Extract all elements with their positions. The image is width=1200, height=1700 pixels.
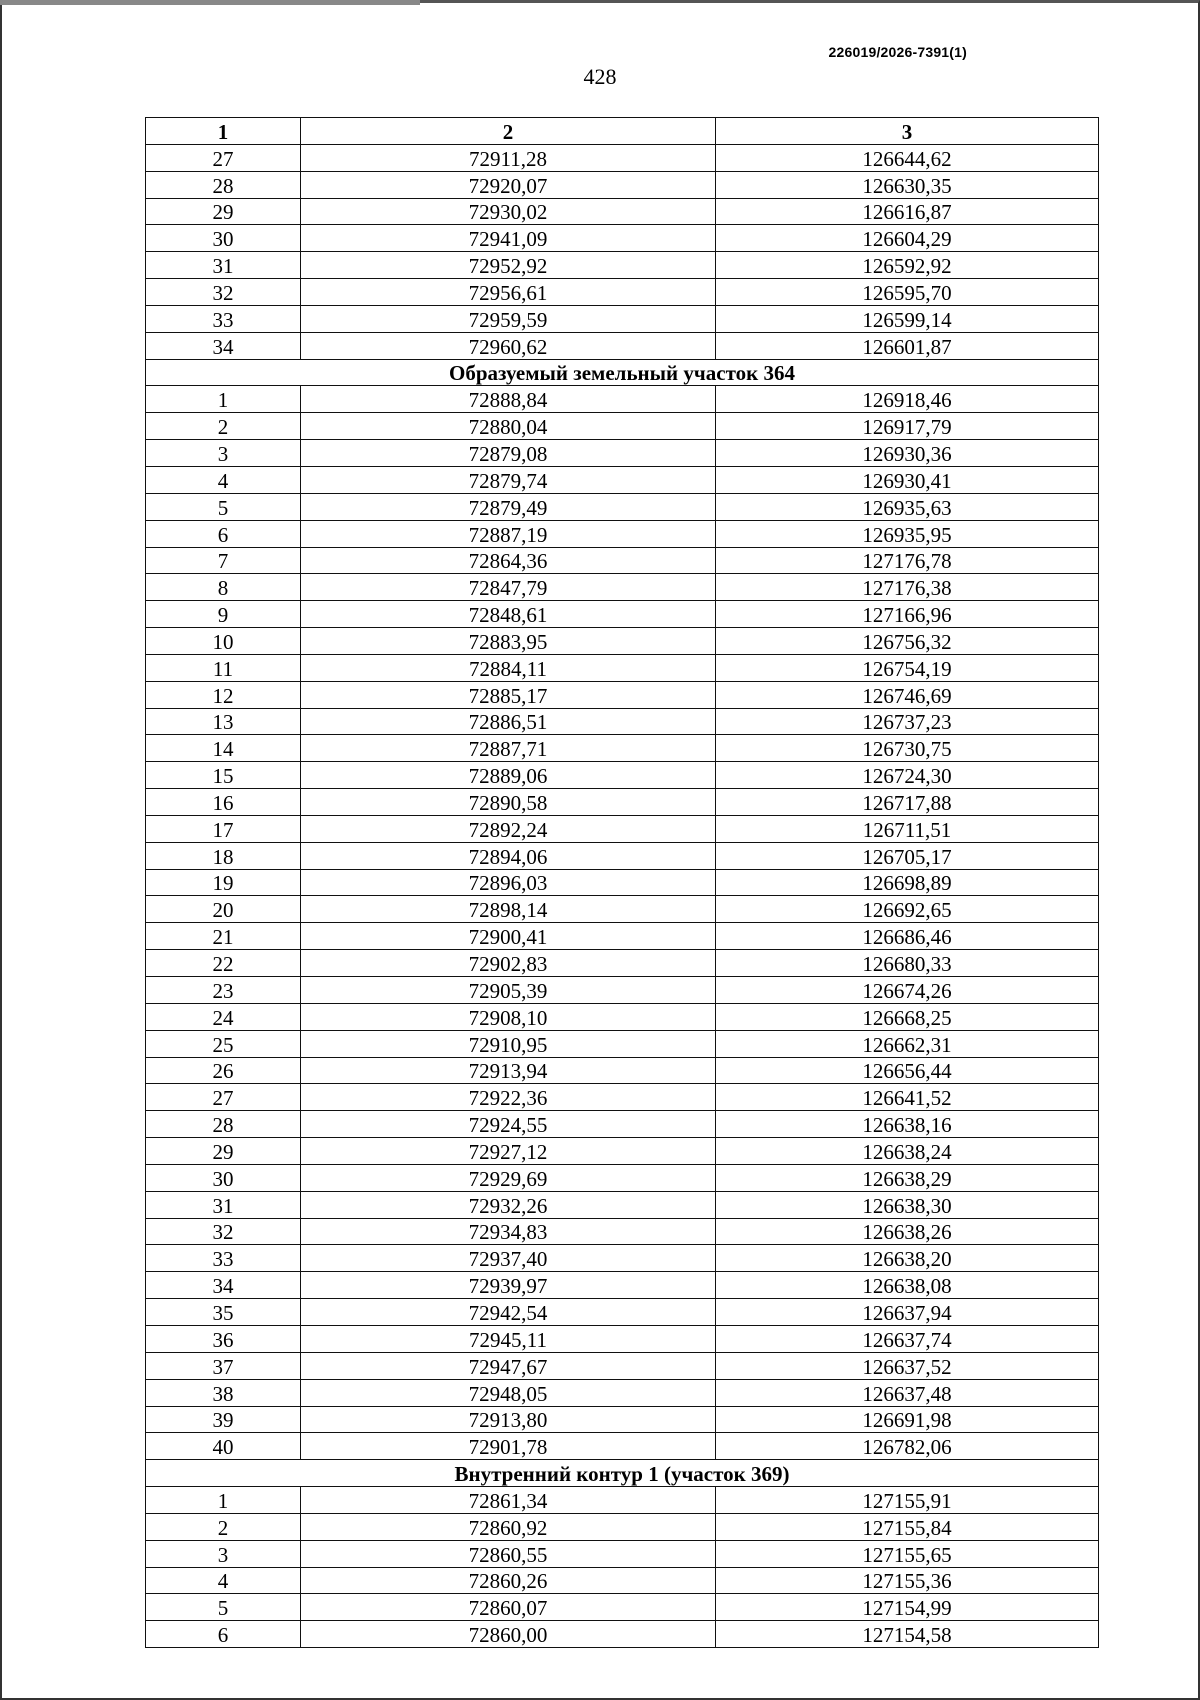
table-row	[146, 708, 1099, 735]
y-coordinate-cell: 127166,96	[716, 601, 1099, 628]
table-row	[146, 869, 1099, 896]
table-row	[146, 520, 1099, 547]
y-coordinate-cell: 126782,06	[716, 1433, 1099, 1460]
x-coordinate-cell: 72927,12	[301, 1138, 716, 1165]
table-row	[146, 1138, 1099, 1165]
table-row	[146, 171, 1099, 198]
point-number-cell: 23	[146, 977, 301, 1004]
table-row	[146, 1352, 1099, 1379]
y-coordinate-cell: 126637,52	[716, 1352, 1099, 1379]
y-coordinate-cell: 126637,48	[716, 1379, 1099, 1406]
point-number-cell: 40	[146, 1433, 301, 1460]
y-coordinate-cell: 126630,35	[716, 171, 1099, 198]
point-number-cell: 31	[146, 252, 301, 279]
y-coordinate-cell: 126638,08	[716, 1272, 1099, 1299]
table-row	[146, 574, 1099, 601]
y-coordinate-cell: 126730,75	[716, 735, 1099, 762]
x-coordinate-cell: 72910,95	[301, 1030, 716, 1057]
y-coordinate-cell: 126691,98	[716, 1406, 1099, 1433]
y-coordinate-cell: 127155,84	[716, 1513, 1099, 1540]
y-coordinate-cell: 127176,78	[716, 547, 1099, 574]
y-coordinate-cell: 126638,16	[716, 1111, 1099, 1138]
x-coordinate-cell: 72901,78	[301, 1433, 716, 1460]
y-coordinate-cell: 126724,30	[716, 762, 1099, 789]
table-row	[146, 466, 1099, 493]
table-row	[146, 681, 1099, 708]
y-coordinate-cell: 126638,20	[716, 1245, 1099, 1272]
point-number-cell: 24	[146, 1003, 301, 1030]
table-row	[146, 1567, 1099, 1594]
table-row	[146, 305, 1099, 332]
x-coordinate-cell: 72900,41	[301, 923, 716, 950]
table-row	[146, 493, 1099, 520]
x-coordinate-cell: 72937,40	[301, 1245, 716, 1272]
point-number-cell: 13	[146, 708, 301, 735]
table-row	[146, 1218, 1099, 1245]
x-coordinate-cell: 72860,07	[301, 1594, 716, 1621]
table-row	[146, 386, 1099, 413]
table-row	[146, 198, 1099, 225]
point-number-cell: 3	[146, 1540, 301, 1567]
point-number-cell: 27	[146, 1084, 301, 1111]
x-coordinate-cell: 72945,11	[301, 1325, 716, 1352]
point-number-cell: 15	[146, 762, 301, 789]
point-number-cell: 33	[146, 1245, 301, 1272]
point-number-cell: 38	[146, 1379, 301, 1406]
x-coordinate-cell: 72939,97	[301, 1272, 716, 1299]
y-coordinate-cell: 126656,44	[716, 1057, 1099, 1084]
point-number-cell: 34	[146, 332, 301, 359]
column-header-1: 1	[146, 118, 301, 145]
y-coordinate-cell: 126756,32	[716, 628, 1099, 655]
table-row	[146, 225, 1099, 252]
table-row	[146, 654, 1099, 681]
table-row	[146, 1487, 1099, 1514]
table-row	[146, 440, 1099, 467]
x-coordinate-cell: 72930,02	[301, 198, 716, 225]
x-coordinate-cell: 72959,59	[301, 305, 716, 332]
x-coordinate-cell: 72847,79	[301, 574, 716, 601]
table-row	[146, 977, 1099, 1004]
x-coordinate-cell: 72883,95	[301, 628, 716, 655]
x-coordinate-cell: 72887,71	[301, 735, 716, 762]
point-number-cell: 1	[146, 386, 301, 413]
section-title: Внутренний контур 1 (участок 369)	[146, 1460, 1099, 1487]
y-coordinate-cell: 126662,31	[716, 1030, 1099, 1057]
point-number-cell: 4	[146, 466, 301, 493]
table-row	[146, 789, 1099, 816]
table-row	[146, 1111, 1099, 1138]
y-coordinate-cell: 126644,62	[716, 144, 1099, 171]
y-coordinate-cell: 126641,52	[716, 1084, 1099, 1111]
point-number-cell: 31	[146, 1191, 301, 1218]
scan-edge-line	[0, 0, 420, 5]
point-number-cell: 16	[146, 789, 301, 816]
y-coordinate-cell: 127155,65	[716, 1540, 1099, 1567]
table-row	[146, 601, 1099, 628]
y-coordinate-cell: 126711,51	[716, 815, 1099, 842]
point-number-cell: 33	[146, 305, 301, 332]
y-coordinate-cell: 126717,88	[716, 789, 1099, 816]
y-coordinate-cell: 126692,65	[716, 896, 1099, 923]
y-coordinate-cell: 127154,58	[716, 1621, 1099, 1648]
table-row	[146, 1621, 1099, 1648]
section-title-row	[146, 1460, 1099, 1487]
point-number-cell: 11	[146, 654, 301, 681]
point-number-cell: 7	[146, 547, 301, 574]
table-row	[146, 1084, 1099, 1111]
y-coordinate-cell: 126616,87	[716, 198, 1099, 225]
y-coordinate-cell: 127176,38	[716, 574, 1099, 601]
y-coordinate-cell: 126638,30	[716, 1191, 1099, 1218]
x-coordinate-cell: 72888,84	[301, 386, 716, 413]
x-coordinate-cell: 72960,62	[301, 332, 716, 359]
point-number-cell: 35	[146, 1299, 301, 1326]
table-row	[146, 547, 1099, 574]
table-row	[146, 1379, 1099, 1406]
x-coordinate-cell: 72934,83	[301, 1218, 716, 1245]
point-number-cell: 17	[146, 815, 301, 842]
point-number-cell: 2	[146, 1513, 301, 1540]
document-id: 226019/2026-7391(1)	[828, 44, 967, 60]
x-coordinate-cell: 72890,58	[301, 789, 716, 816]
y-coordinate-cell: 127155,36	[716, 1567, 1099, 1594]
y-coordinate-cell: 126930,41	[716, 466, 1099, 493]
y-coordinate-cell: 126637,74	[716, 1325, 1099, 1352]
x-coordinate-cell: 72952,92	[301, 252, 716, 279]
y-coordinate-cell: 126638,26	[716, 1218, 1099, 1245]
point-number-cell: 30	[146, 225, 301, 252]
x-coordinate-cell: 72861,34	[301, 1487, 716, 1514]
x-coordinate-cell: 72932,26	[301, 1191, 716, 1218]
point-number-cell: 30	[146, 1164, 301, 1191]
point-number-cell: 8	[146, 574, 301, 601]
column-header-2: 2	[301, 118, 716, 145]
table-row	[146, 1191, 1099, 1218]
table-row	[146, 1245, 1099, 1272]
y-coordinate-cell: 127154,99	[716, 1594, 1099, 1621]
y-coordinate-cell: 126917,79	[716, 413, 1099, 440]
x-coordinate-cell: 72860,92	[301, 1513, 716, 1540]
section-title-row	[146, 359, 1099, 386]
x-coordinate-cell: 72879,08	[301, 440, 716, 467]
x-coordinate-cell: 72879,74	[301, 466, 716, 493]
x-coordinate-cell: 72947,67	[301, 1352, 716, 1379]
point-number-cell: 26	[146, 1057, 301, 1084]
x-coordinate-cell: 72896,03	[301, 869, 716, 896]
point-number-cell: 29	[146, 198, 301, 225]
y-coordinate-cell: 126935,95	[716, 520, 1099, 547]
y-coordinate-cell: 126746,69	[716, 681, 1099, 708]
y-coordinate-cell: 126754,19	[716, 654, 1099, 681]
x-coordinate-cell: 72905,39	[301, 977, 716, 1004]
y-coordinate-cell: 126686,46	[716, 923, 1099, 950]
section-title: Образуемый земельный участок 364	[146, 359, 1099, 386]
x-coordinate-cell: 72922,36	[301, 1084, 716, 1111]
point-number-cell: 21	[146, 923, 301, 950]
x-coordinate-cell: 72894,06	[301, 842, 716, 869]
table-row	[146, 1325, 1099, 1352]
table-row	[146, 1030, 1099, 1057]
table-row	[146, 896, 1099, 923]
point-number-cell: 5	[146, 493, 301, 520]
table-row	[146, 762, 1099, 789]
x-coordinate-cell: 72902,83	[301, 950, 716, 977]
y-coordinate-cell: 126674,26	[716, 977, 1099, 1004]
table-row	[146, 1272, 1099, 1299]
point-number-cell: 32	[146, 1218, 301, 1245]
x-coordinate-cell: 72886,51	[301, 708, 716, 735]
table-row	[146, 923, 1099, 950]
point-number-cell: 2	[146, 413, 301, 440]
x-coordinate-cell: 72929,69	[301, 1164, 716, 1191]
x-coordinate-cell: 72860,55	[301, 1540, 716, 1567]
table-row	[146, 1513, 1099, 1540]
y-coordinate-cell: 126638,24	[716, 1138, 1099, 1165]
x-coordinate-cell: 72879,49	[301, 493, 716, 520]
table-header-row	[146, 118, 1099, 145]
x-coordinate-cell: 72898,14	[301, 896, 716, 923]
y-coordinate-cell: 126592,92	[716, 252, 1099, 279]
table-row	[146, 1406, 1099, 1433]
x-coordinate-cell: 72908,10	[301, 1003, 716, 1030]
point-number-cell: 10	[146, 628, 301, 655]
table-row	[146, 332, 1099, 359]
point-number-cell: 6	[146, 520, 301, 547]
point-number-cell: 1	[146, 1487, 301, 1514]
x-coordinate-cell: 72864,36	[301, 547, 716, 574]
y-coordinate-cell: 126930,36	[716, 440, 1099, 467]
y-coordinate-cell: 126705,17	[716, 842, 1099, 869]
point-number-cell: 25	[146, 1030, 301, 1057]
point-number-cell: 29	[146, 1138, 301, 1165]
table-row	[146, 815, 1099, 842]
point-number-cell: 19	[146, 869, 301, 896]
table-row	[146, 1594, 1099, 1621]
y-coordinate-cell: 126595,70	[716, 279, 1099, 306]
table-row	[146, 628, 1099, 655]
table-row	[146, 252, 1099, 279]
point-number-cell: 28	[146, 1111, 301, 1138]
point-number-cell: 39	[146, 1406, 301, 1433]
table-row	[146, 735, 1099, 762]
page-number: 428	[583, 64, 617, 89]
point-number-cell: 9	[146, 601, 301, 628]
point-number-cell: 3	[146, 440, 301, 467]
point-number-cell: 5	[146, 1594, 301, 1621]
point-number-cell: 37	[146, 1352, 301, 1379]
table-row	[146, 1003, 1099, 1030]
x-coordinate-cell: 72956,61	[301, 279, 716, 306]
x-coordinate-cell: 72884,11	[301, 654, 716, 681]
y-coordinate-cell: 126637,94	[716, 1299, 1099, 1326]
x-coordinate-cell: 72913,80	[301, 1406, 716, 1433]
x-coordinate-cell: 72911,28	[301, 144, 716, 171]
x-coordinate-cell: 72948,05	[301, 1379, 716, 1406]
coordinates-table	[145, 117, 1099, 1648]
point-number-cell: 14	[146, 735, 301, 762]
x-coordinate-cell: 72892,24	[301, 815, 716, 842]
table-row	[146, 1057, 1099, 1084]
x-coordinate-cell: 72924,55	[301, 1111, 716, 1138]
point-number-cell: 28	[146, 171, 301, 198]
x-coordinate-cell: 72860,00	[301, 1621, 716, 1648]
point-number-cell: 6	[146, 1621, 301, 1648]
table-row	[146, 1433, 1099, 1460]
point-number-cell: 20	[146, 896, 301, 923]
y-coordinate-cell: 127155,91	[716, 1487, 1099, 1514]
y-coordinate-cell: 126935,63	[716, 493, 1099, 520]
x-coordinate-cell: 72941,09	[301, 225, 716, 252]
table-row	[146, 413, 1099, 440]
x-coordinate-cell: 72942,54	[301, 1299, 716, 1326]
x-coordinate-cell: 72848,61	[301, 601, 716, 628]
table-row	[146, 1540, 1099, 1567]
table-row	[146, 842, 1099, 869]
point-number-cell: 32	[146, 279, 301, 306]
point-number-cell: 18	[146, 842, 301, 869]
point-number-cell: 34	[146, 1272, 301, 1299]
table-row	[146, 279, 1099, 306]
x-coordinate-cell: 72913,94	[301, 1057, 716, 1084]
point-number-cell: 27	[146, 144, 301, 171]
y-coordinate-cell: 126918,46	[716, 386, 1099, 413]
table-row	[146, 1299, 1099, 1326]
y-coordinate-cell: 126638,29	[716, 1164, 1099, 1191]
x-coordinate-cell: 72920,07	[301, 171, 716, 198]
y-coordinate-cell: 126604,29	[716, 225, 1099, 252]
table-row	[146, 950, 1099, 977]
point-number-cell: 22	[146, 950, 301, 977]
y-coordinate-cell: 126698,89	[716, 869, 1099, 896]
x-coordinate-cell: 72885,17	[301, 681, 716, 708]
y-coordinate-cell: 126668,25	[716, 1003, 1099, 1030]
point-number-cell: 4	[146, 1567, 301, 1594]
point-number-cell: 36	[146, 1325, 301, 1352]
point-number-cell: 12	[146, 681, 301, 708]
x-coordinate-cell: 72887,19	[301, 520, 716, 547]
x-coordinate-cell: 72860,26	[301, 1567, 716, 1594]
y-coordinate-cell: 126737,23	[716, 708, 1099, 735]
y-coordinate-cell: 126599,14	[716, 305, 1099, 332]
table-row	[146, 1164, 1099, 1191]
x-coordinate-cell: 72880,04	[301, 413, 716, 440]
y-coordinate-cell: 126601,87	[716, 332, 1099, 359]
x-coordinate-cell: 72889,06	[301, 762, 716, 789]
column-header-3: 3	[716, 118, 1099, 145]
y-coordinate-cell: 126680,33	[716, 950, 1099, 977]
table-row	[146, 144, 1099, 171]
